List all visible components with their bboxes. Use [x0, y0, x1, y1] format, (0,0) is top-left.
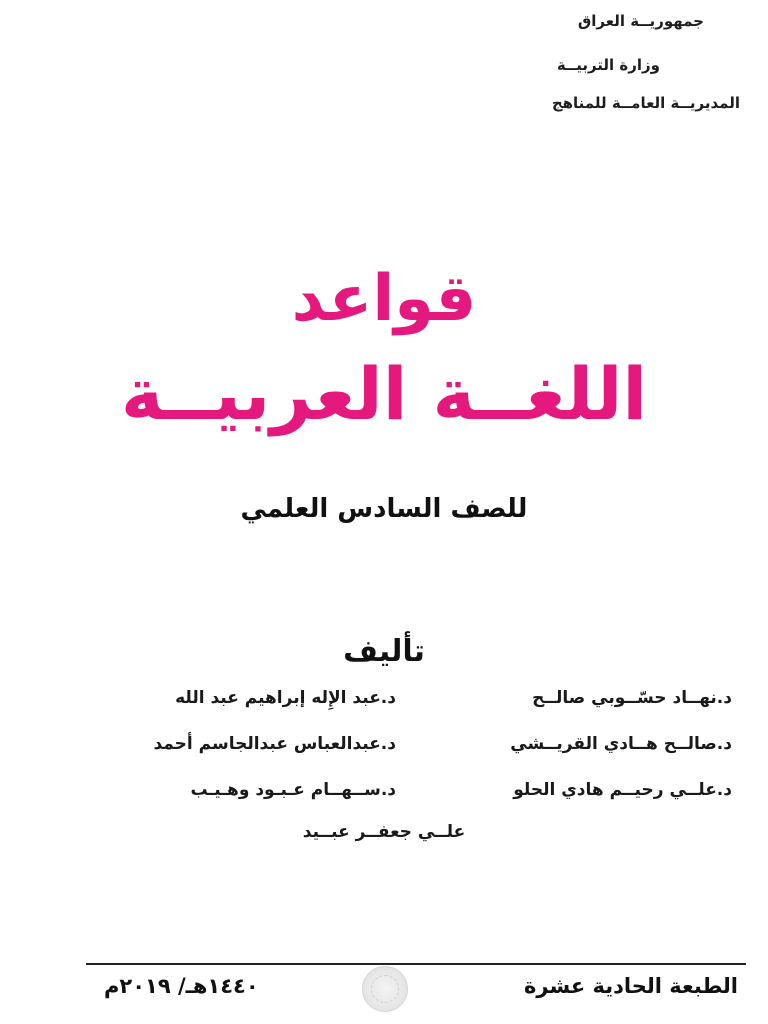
author-name: د.صالــح هــادي القريــشي — [510, 734, 732, 754]
directorate-name: المديريــة العامــة للمناهج — [551, 94, 740, 112]
ministry-name: وزارة التربيــة — [556, 56, 660, 74]
author-name: علــي جعفــر عبــيد — [302, 822, 466, 842]
book-title-line-2: اللغــة العربيــة — [120, 352, 648, 436]
edition-label: الطبعة الحادية عشرة — [524, 974, 738, 998]
author-name: د.عبدالعباس عبدالجاسم أحمد — [153, 734, 396, 754]
author-name: د.علــي رحيــم هادي الحلو — [513, 780, 732, 800]
authorship-label: تأليف — [343, 634, 425, 669]
seal-icon — [362, 966, 408, 1012]
publication-year: ١٤٤٠هـ/ ٢٠١٩م — [104, 974, 259, 998]
country-name: جمهوريــة العراق — [577, 12, 704, 30]
author-name: د.عبد الإِله إبراهيم عبد الله — [175, 688, 396, 708]
author-name: د.نهــاد حسّــوبي صالــح — [532, 688, 732, 708]
grade-subtitle: للصف السادس العلمي — [240, 494, 528, 524]
footer-divider — [86, 963, 746, 965]
author-name: د.ســهــام عـبـود وهـيـب — [190, 780, 396, 800]
book-title-line-1: قواعد — [291, 262, 477, 336]
